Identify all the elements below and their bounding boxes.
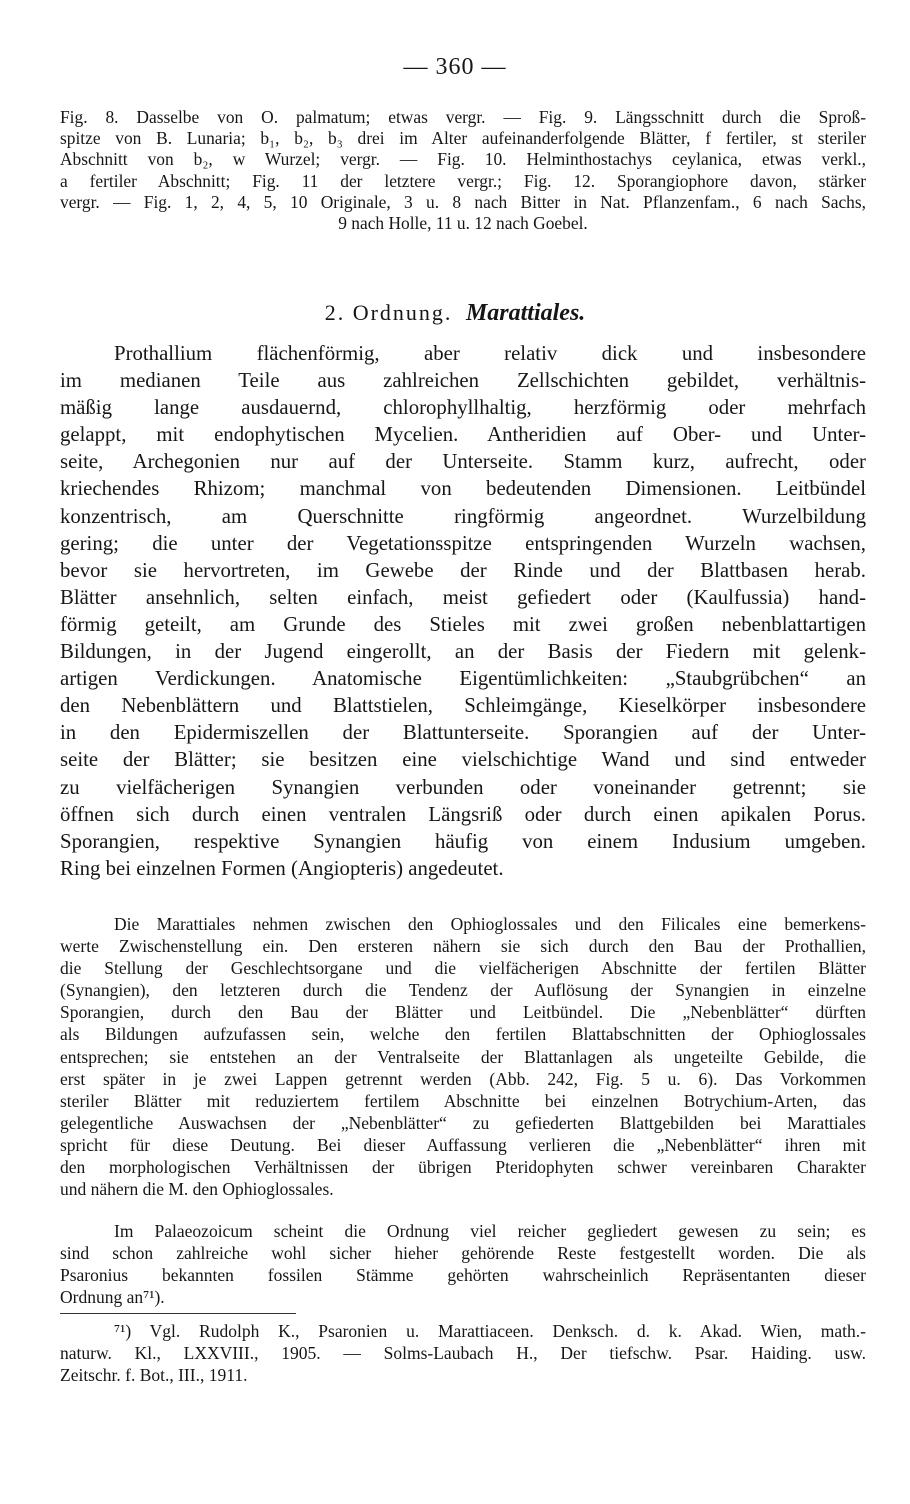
main-line: öffnen sich durch einen ventralen Längsriß oder durch einen apikalen Porus. <box>60 802 866 826</box>
main-line: zu vielfächerigen Synangien verbunden oder voneinander getrennt; sie <box>60 775 866 799</box>
main-line: gering; die unter der Vegetationsspitze entspringenden Wurzeln wachsen, <box>60 531 866 555</box>
main-line: artigen Verdickungen. Anatomische Eigentümlichkeiten: „Staubgrübchen“ an <box>60 667 866 691</box>
commentary-line: Psaronius bekannten fossilen Stämme gehörten wahrscheinlich Repräsentanten dieser <box>60 1265 866 1286</box>
main-line: kriechendes Rhizom; manchmal von bedeutenden Dimensionen. Leitbündel <box>60 477 866 501</box>
page-number: — 360 — <box>403 54 507 80</box>
commentary-line: (Synangien), den letzteren durch die Tendenz der Auflösung der Synangien in einzelne <box>60 980 866 1001</box>
caption-line: spitze von B. Lunaria; b₁, b₂, b₃ drei im Alter aufeinanderfolgende Blätter, f fertiler, st steriler <box>60 128 866 149</box>
main-line: seite, Archegonien nur auf der Unterseite. Stamm kurz, aufrecht, oder <box>60 450 866 474</box>
order-label: 2. Ordnung. <box>324 300 453 325</box>
main-line: in den Epidermiszellen der Blattunterseite. Sporangien auf der Unter- <box>60 721 866 745</box>
commentary-line: Im Palaeozoicum scheint die Ordnung viel reicher gegliedert gewesen zu sein; es <box>114 1221 866 1241</box>
figure-caption <box>60 107 866 234</box>
caption-line: a fertiler Abschnitt; Fig. 11 der letztere vergr.; Fig. 12. Sporangiophore davon, stärker <box>60 170 866 191</box>
commentary-line: steriler Blätter mit reduziertem fertilem Abschnitte bei einzelnen Botrychium-Arten, das <box>60 1090 866 1111</box>
commentary-line: als Bildungen aufzufassen sein, welche den fertilen Blattabschnitten der Ophioglossales <box>60 1024 866 1045</box>
main-line: im medianen Teile aus zahlreichen Zellschichten gebildet, verhältnis- <box>60 369 866 393</box>
commentary-line: sind schon zahlreiche wohl sicher hieher gehörende Reste festgestellt worden. Die als <box>60 1243 866 1264</box>
footnote-line: ⁷¹) Vgl. Rudolph K., Psaronien u. Marattiaceen. Denksch. d. k. Akad. Wien, math.- <box>114 1321 866 1341</box>
commentary-line: Ordnung an⁷¹). <box>60 1287 165 1308</box>
footnote-line: Zeitschr. f. Bot., III., 1911. <box>60 1365 248 1385</box>
commentary-line: gelegentliche Auswachsen der „Nebenblätter“ zu gefiederten Blattgebilden bei Marattiales <box>60 1112 866 1133</box>
commentary-line: den morphologischen Verhältnissen der übrigen Pteridophyten schwer vereinbaren Charakter <box>60 1157 866 1178</box>
main-line: den Nebenblättern und Blattstielen, Schleimgänge, Kieselkörper insbesondere <box>60 694 866 718</box>
commentary-line: Die Marattiales nehmen zwischen den Ophioglossales und den Filicales eine bemerkens- <box>114 914 866 934</box>
main-line: seite der Blätter; sie besitzen eine vielschichtige Wand und sind entweder <box>60 748 866 772</box>
main-paragraph <box>60 340 866 882</box>
main-line: förmig geteilt, am Grunde des Stieles mit zwei großen nebenblattartigen <box>60 612 866 636</box>
footnote-divider <box>60 1313 296 1314</box>
main-line: Sporangien, respektive Synangien häufig von einem Indusium umgeben. <box>60 829 866 853</box>
main-line: Bildungen, in der Jugend eingerollt, an der Basis der Fiedern mit gelenk- <box>60 640 866 664</box>
commentary-line: erst später in je zwei Lappen getrennt werden (Abb. 242, Fig. 5 u. 6). Das Vorkommen <box>60 1068 866 1089</box>
main-line: bevor sie hervortreten, im Gewebe der Rinde und der Blattbasen herab. <box>60 558 866 582</box>
commentary-line: entsprechen; sie entstehen an der Ventralseite der Blattanlagen als ungeteilte Gebilde, die <box>60 1046 866 1067</box>
commentary-line: spricht für diese Deutung. Bei dieser Auffassung verlieren die „Nebenblätter“ ihren mit <box>60 1134 866 1155</box>
main-line: Prothallium flächenförmig, aber relativ dick und insbesondere <box>114 342 866 365</box>
commentary-line: werte Zwischenstellung ein. Den ersteren nähern sie sich durch den Bau der Prothallien, <box>60 936 866 957</box>
commentary-paragraph-2 <box>60 1220 866 1308</box>
footnote <box>60 1320 866 1386</box>
main-line: gelappt, mit endophytischen Mycelien. Antheridien auf Ober- und Unter- <box>60 423 866 447</box>
commentary-line: Sporangien, durch den Bau der Blätter und Leitbündel. Die „Nebenblätter“ dürften <box>60 1002 866 1023</box>
order-title: Marattiales. <box>465 300 586 326</box>
caption-line: vergr. — Fig. 1, 2, 4, 5, 10 Originale, 3 u. 8 nach Bitter in Nat. Pflanzenfam., 6 nach Sachs, <box>60 191 866 212</box>
commentary-line: und nähern die M. den Ophioglossales. <box>60 1179 334 1200</box>
caption-line: Abschnitt von b₂, w Wurzel; vergr. — Fig. 10. Helminthostachys ceylanica, etwas verkl., <box>60 149 866 170</box>
commentary-line: die Stellung der Geschlechtsorgane und die vielfächerigen Abschnitte der fertilen Blätter <box>60 958 866 979</box>
caption-line: Fig. 8. Dasselbe von O. palmatum; etwas vergr. — Fig. 9. Längsschnitt durch die Sproß- <box>60 107 866 127</box>
section-heading <box>0 300 910 327</box>
footnote-line: naturw. Kl., LXXVIII., 1905. — Solms-Laubach H., Der tiefschw. Psar. Haiding. usw. <box>60 1343 866 1363</box>
main-line: mäßig lange ausdauernd, chlorophyllhaltig, herzförmig oder mehrfach <box>60 396 866 420</box>
main-line: Ring bei einzelnen Formen (Angiopteris) angedeutet. <box>60 856 504 880</box>
main-line: konzentrisch, am Querschnitte ringförmig angeordnet. Wurzelbildung <box>60 504 866 528</box>
caption-line: 9 nach Holle, 11 u. 12 nach Goebel. <box>338 213 588 234</box>
commentary-paragraph-1 <box>60 913 866 1200</box>
main-line: Blätter ansehnlich, selten einfach, meist gefiedert oder (Kaulfussia) hand- <box>60 585 866 609</box>
